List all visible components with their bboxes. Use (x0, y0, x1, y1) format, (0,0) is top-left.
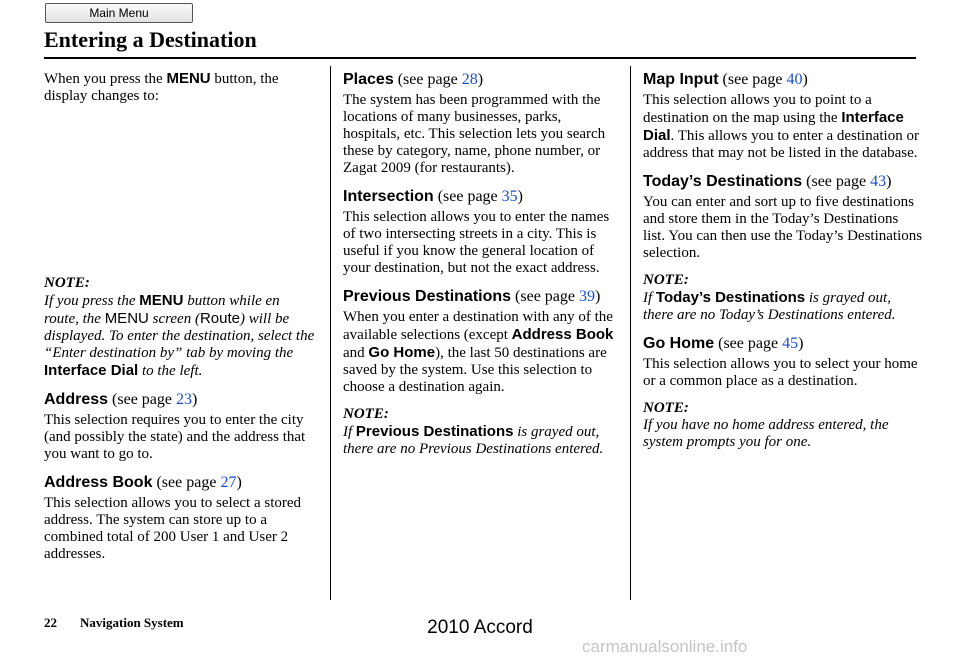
intro-text: When you press the MENU button, the display changes to: (44, 70, 279, 104)
section-body-previous-destinations: When you enter a destination with any of the available selections (except Address Book and Go Home), the last 50 destinations are saved by the system. Use this selection to choose a destination again. (343, 309, 614, 395)
section-body-intersection: This selection allows you to enter the names of two intersecting streets in a city. This is useful if you know the general location of your destination, but not the exact address. (343, 209, 610, 276)
section-heading-todays-destinations: Today’s Destinations (see page 43) (643, 173, 892, 190)
screen-placeholder (44, 105, 316, 275)
section-body-go-home: This selection allows you to select your home or a common place as a destination. (643, 356, 918, 389)
column-1 (44, 70, 316, 563)
page-link-40[interactable]: 40 (786, 71, 803, 88)
menu-key: MENU (166, 70, 211, 87)
page-title: Entering a Destination (44, 27, 257, 52)
page-link-35[interactable]: 35 (501, 188, 518, 205)
watermark: carmanualsonline.info (582, 637, 748, 656)
note-text: If you press the MENU button while en route, the MENU screen (Route) will be displayed. To enter the destination, select the “Enter destination by” tab by moving the Interface Dial to the left. (44, 292, 315, 379)
section-heading-go-home: Go Home (see page 45) (643, 335, 804, 352)
footer-book-title: Navigation System (80, 615, 184, 630)
note-label: NOTE: (343, 406, 389, 422)
note-label: NOTE: (643, 272, 689, 288)
page-link-39[interactable]: 39 (579, 288, 596, 305)
column-3 (643, 70, 923, 451)
page-link-27[interactable]: 27 (220, 474, 237, 491)
title-divider (44, 57, 916, 59)
note-label: NOTE: (44, 275, 90, 291)
page-link-45[interactable]: 45 (782, 335, 799, 352)
page-link-28[interactable]: 28 (461, 71, 478, 88)
footer-model: 2010 Accord (427, 617, 533, 638)
main-menu-button[interactable]: Main Menu (45, 3, 193, 23)
note-text: If Previous Destinations is grayed out, there are no Previous Destinations entered. (343, 423, 604, 457)
section-body-address-book: This selection allows you to select a stored address. The system can store up to a combined total of 200 User 1 and User 2 addresses. (44, 495, 302, 562)
section-heading-intersection: Intersection (see page 35) (343, 188, 523, 205)
section-body-todays-destinations: You can enter and sort up to five destinations and store them in the Today’s Destinations list. You can then use the Today’s Destinations selection. (643, 194, 923, 261)
column-2 (343, 70, 619, 458)
note-text: If you have no home address entered, the system prompts you for one. (643, 417, 889, 450)
section-heading-address-book: Address Book (see page 27) (44, 474, 242, 491)
section-body-map-input: This selection allows you to point to a destination on the map using the Interface Dial. This allows you to enter a destination or address that may not be listed in the database. (643, 92, 919, 161)
section-heading-address: Address (see page 23) (44, 391, 198, 408)
page-link-43[interactable]: 43 (870, 173, 887, 190)
column-divider-1 (330, 66, 331, 600)
section-heading-places: Places (see page 28) (343, 71, 484, 88)
note-text: If Today’s Destinations is grayed out, there are no Today’s Destinations entered. (643, 289, 896, 323)
section-heading-previous-destinations: Previous Destinations (see page 39) (343, 288, 601, 305)
page-link-23[interactable]: 23 (176, 391, 192, 408)
section-heading-map-input: Map Input (see page 40) (643, 71, 808, 88)
section-body-places: The system has been programmed with the locations of many businesses, parks, hospitals, etc. This selection lets you search these by category, name, phone number, or Zagat 2009 (for restaurants). (343, 92, 606, 176)
column-divider-2 (630, 66, 631, 600)
page-number: 22 (44, 615, 57, 630)
note-label: NOTE: (643, 400, 689, 416)
section-body-address: This selection requires you to enter the city (and possibly the state) and the address that you want to go to. (44, 412, 306, 462)
